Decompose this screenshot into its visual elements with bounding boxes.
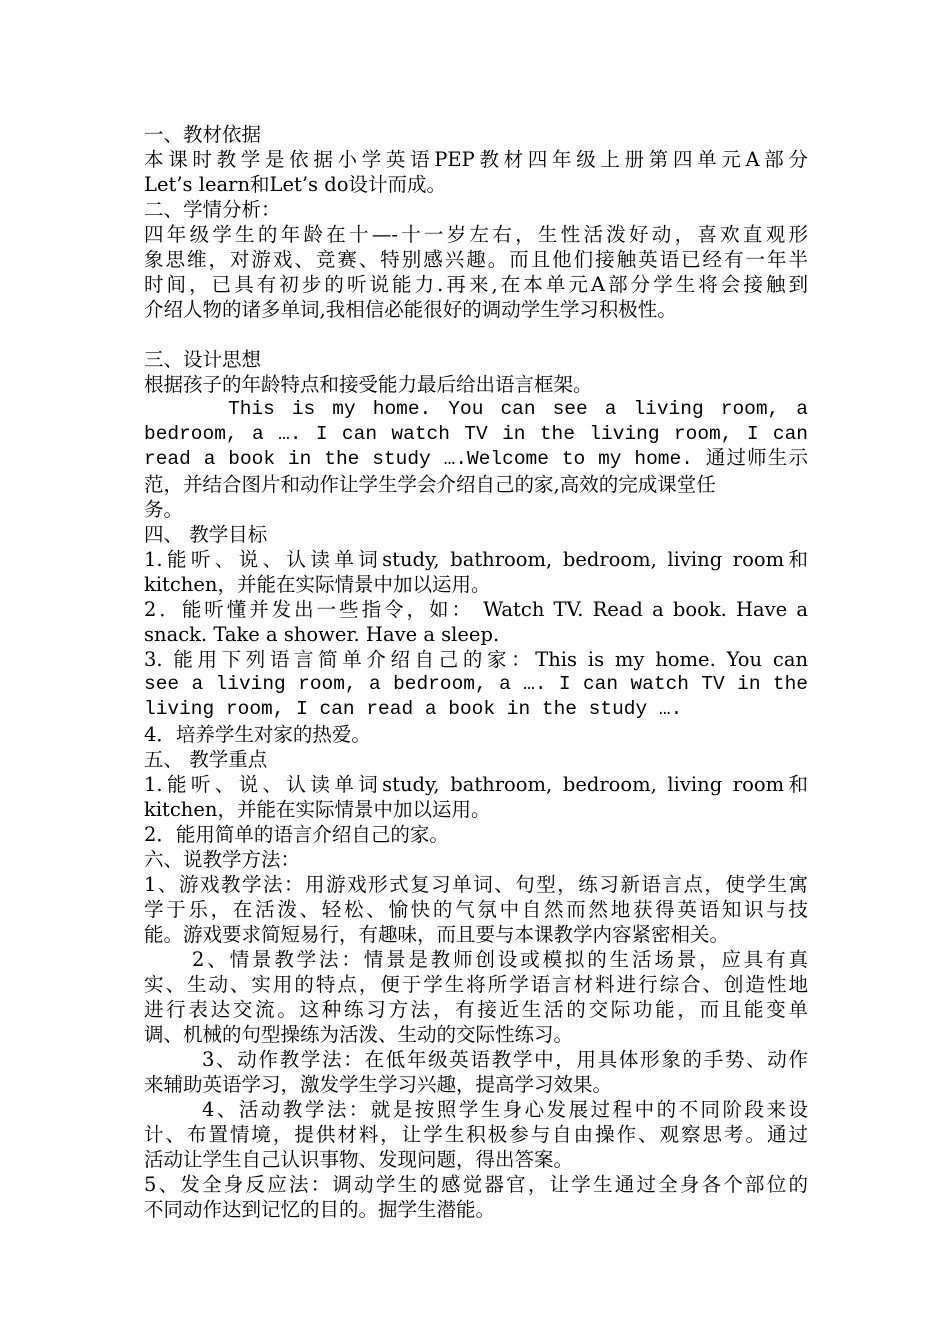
language-frame-line: This is my home. You can see a living room, a: [228, 398, 808, 420]
method-line: 4、活动教学法：就是按照学生身心发展过程中的不同阶段来设: [202, 1098, 808, 1121]
goal-line: snack. Take a shower. Have a sleep.: [144, 623, 500, 646]
heading-teaching-methods: 六、说教学方法：: [144, 848, 301, 871]
method-line: 来辅助英语学习，激发学生学习兴趣，提高学习效果。: [144, 1073, 613, 1096]
focus-line: kitchen，并能在实际情景中加以运用。: [144, 798, 491, 821]
method-line: 1、游戏教学法：用游戏形式复习单词、句型，练习新语言点，使学生寓: [144, 873, 808, 896]
goal-line: 3. 能用下列语言简单介绍自己的家：This is my home. You can: [144, 648, 808, 671]
method-line: 2、情景教学法：情景是教师创设或模拟的生活场景，应具有真: [192, 948, 808, 971]
method-line: 5、发全身反应法：调动学生的感觉器官，让学生通过全身各个部位的: [144, 1173, 808, 1196]
goal-line: living room, I can read a book in the study ….: [144, 698, 683, 720]
paragraph-line: 四年级学生的年龄在十—-十一岁左右，生性活泼好动，喜欢直观形: [144, 223, 808, 246]
focus-line: 1.能听、说、认读单词study, bathroom, bedroom, living room和: [144, 773, 808, 796]
heading-design-idea: 三、设计思想: [144, 348, 262, 371]
heading-teaching-goals: 四、 教学目标: [144, 523, 268, 546]
language-frame-line: bedroom, a …. I can watch TV in the living room, I can: [144, 423, 808, 445]
focus-line: 2．能用简单的语言介绍自己的家。: [144, 823, 449, 846]
method-line: 计、布置情境，提供材料，让学生积极参与自由操作、观察思考。通过: [144, 1123, 808, 1146]
method-line: 调、机械的句型操练为活泼、生动的交际性练习。: [144, 1023, 574, 1046]
paragraph-line: 根据孩子的年龄特点和接受能力最后给出语言框架。: [144, 373, 593, 396]
paragraph-line: 范，并结合图片和动作让学生学会介绍自己的家,高效的完成课堂任: [144, 473, 716, 496]
heading-student-analysis: 二、学情分析：: [144, 198, 281, 221]
document-body: [144, 122, 808, 1222]
method-line: 实、生动、实用的特点，便于学生将所学语言材料进行综合、创造性地: [144, 973, 808, 996]
blank-line: [144, 322, 808, 347]
goal-line: kitchen，并能在实际情景中加以运用。: [144, 573, 491, 596]
method-line: 3、动作教学法：在低年级英语教学中，用具体形象的手势、动作: [202, 1048, 808, 1071]
paragraph-line: 时间，已具有初步的听说能力.再来,在本单元A部分学生将会接触到: [144, 273, 808, 296]
goal-line: 4．培养学生对家的热爱。: [144, 723, 371, 746]
language-frame-line: read a book in the study ….Welcome to my home. 通过师生示: [144, 448, 808, 470]
method-line: 学于乐，在活泼、轻松、愉快的气氛中自然而然地获得英语知识与技: [144, 898, 808, 921]
paragraph-line: 本课时教学是依据小学英语PEP教材四年级上册第四单元A部分: [144, 148, 808, 171]
paragraph-line: Let’s learn和Let’s do设计而成。: [144, 173, 446, 196]
paragraph-line: 务。: [144, 498, 184, 521]
paragraph-line: 象思维，对游戏、竞赛、特别感兴趣。而且他们接触英语已经有一年半: [144, 248, 808, 271]
method-line: 活动让学生自己认识事物、发现问题，得出答案。: [144, 1148, 574, 1171]
paragraph-line: 介绍人物的诸多单词,我相信必能很好的调动学生学习积极性。: [144, 298, 677, 321]
goal-line: 1.能听、说、认读单词study, bathroom, bedroom, living room和: [144, 548, 808, 571]
method-line: 进行表达交流。这种练习方法，有接近生活的交际功能，而且能变单: [144, 998, 808, 1021]
method-line: 能。游戏要求简短易行，有趣味，而且要与本课教学内容紧密相关。: [144, 923, 730, 946]
method-line: 不同动作达到记忆的目的。掘学生潜能。: [144, 1198, 496, 1221]
heading-teaching-focus: 五、 教学重点: [144, 748, 268, 771]
goal-line: see a living room, a bedroom, a …. I can watch TV in the: [144, 673, 808, 695]
heading-textbook-basis: 一、教材依据: [144, 123, 262, 146]
goal-line: 2．能听懂并发出一些指令，如： Watch TV. Read a book. Have a: [144, 598, 808, 621]
